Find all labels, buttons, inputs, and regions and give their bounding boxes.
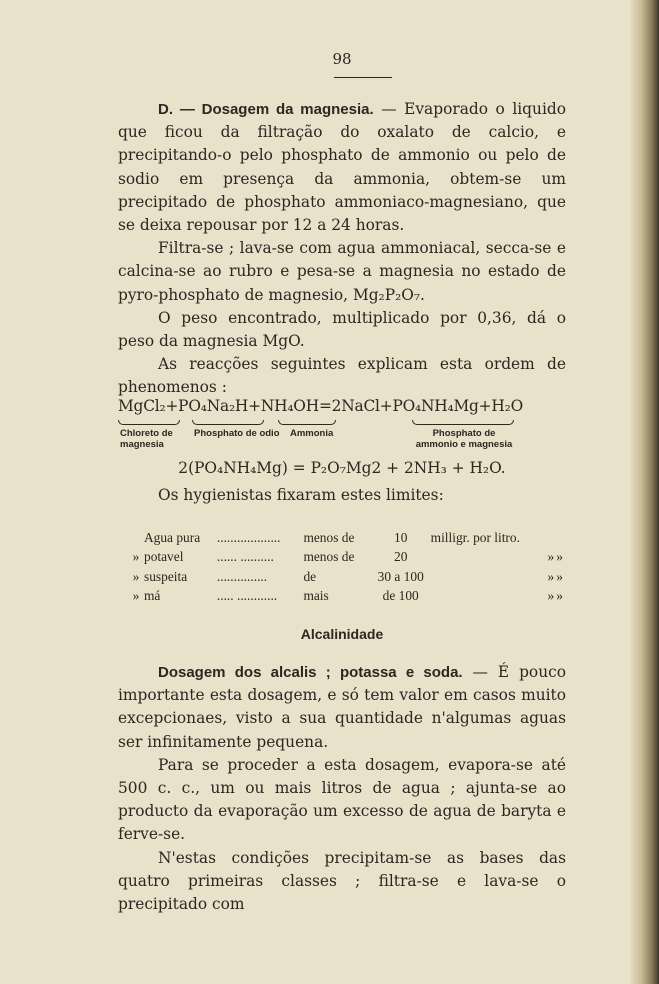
section-magnesia <box>118 98 566 400</box>
section-heading: Alcalinidade <box>300 626 384 642</box>
section2-lead-text: — É pouco importante esta dosagem, e só tem valor em casos muito excepcionaes, visto a sua quantidade n'algumas aguas ser infinitamente pequena. <box>118 663 566 751</box>
section-lead-text: — Evaporado o liquido que ficou da filtração do oxalato de calcio, e precipitando-o pelo phosphato de ammonio ou pelo de sodio em presença da ammonia, obtem-se um precipitado de phosphato ammoniaco-magnesiano, que se deixa repousar por 12 a 24 horas. <box>118 100 566 235</box>
section-alcalinidade <box>118 661 566 916</box>
limits-dots: ..... ............ <box>216 588 278 604</box>
limits-row <box>128 528 564 548</box>
page <box>118 0 566 984</box>
limits-ditto: » <box>132 549 140 565</box>
limits-ditto-unit: » <box>547 568 555 584</box>
limits-intro: Os hygienistas fixaram estes limites: <box>158 486 444 504</box>
limits-unit <box>431 567 547 587</box>
limits-ditto-per: » <box>556 549 563 565</box>
paragraph-7: N'estas condições precipitam-se as bases das quatro primeiras classes ; filtra-se e lava-se o precipitado com <box>118 848 566 914</box>
section-lead-label: D. — Dosagem da magnesia. <box>158 101 374 118</box>
brace-ammonia <box>278 420 336 425</box>
limits-ditto-unit <box>547 528 556 548</box>
limits-ditto-unit: » <box>547 549 555 565</box>
limits-dots: ................... <box>216 529 281 545</box>
reaction-equation-1: MgCl₂+PO₄Na₂H+NH₄OH=2NaCl+PO₄NH₄Mg+H₂O <box>118 397 523 415</box>
limits-value: 20 <box>394 549 408 565</box>
limits-value: 10 <box>394 529 408 545</box>
header-rule <box>334 77 392 78</box>
limits-ditto <box>128 528 144 548</box>
paragraph-6: Para se proceder a esta dosagem, evapora-se até 500 c. c., um ou mais litros de agua ; ajunta-se ao producto da evaporação um excesso de agua de baryta e ferve-se. <box>118 755 566 844</box>
limits-unit <box>431 587 547 607</box>
limits-comparator: mais <box>303 588 329 604</box>
paragraph-2: Filtra-se ; lava-se com agua ammoniacal, secca-se e calcina-se ao rubro e pesa-se a magnesia no estado de pyro-phosphato de magnesio, Mg₂P₂O₇. <box>118 239 566 304</box>
limits-row <box>128 548 564 568</box>
label-phosphato-sodio: Phosphato de odio <box>194 428 280 439</box>
limits-name: Agua pura <box>144 529 201 545</box>
label-chloreto: Chloreto de magnesia <box>120 428 173 450</box>
page-number: 98 <box>332 50 352 68</box>
paragraph-4: As reacções seguintes explicam esta ordem de phenomenos : <box>118 355 566 397</box>
paragraph-5 <box>118 661 566 754</box>
limits-value: 30 a 100 <box>377 568 424 584</box>
limits-ditto-per: » <box>556 588 563 604</box>
label-phosphato-ammonio: Phosphato de ammonio e magnesia <box>415 428 513 450</box>
brace-phosphato-ammonio <box>412 420 514 425</box>
limits-row <box>128 587 564 607</box>
limits-ditto: » <box>132 588 140 604</box>
limits-dots: ...... .......... <box>216 549 274 565</box>
paragraph-1 <box>118 98 566 237</box>
limits-ditto-per <box>555 528 564 548</box>
limits-name: potavel <box>144 549 184 565</box>
book-spine-shadow <box>629 0 659 984</box>
limits-row <box>128 567 564 587</box>
section2-lead-label: Dosagem dos alcalis ; potassa e soda. <box>158 664 463 681</box>
limits-value: de 100 <box>382 588 419 604</box>
label-ammonia: Ammonia <box>290 428 334 439</box>
limits-ditto-unit: » <box>547 588 555 604</box>
paragraph-3: O peso encontrado, multiplicado por 0,36, dá o peso da magnesia MgO. <box>118 308 566 351</box>
limits-comparator: menos de <box>303 529 355 545</box>
limits-comparator: de <box>303 568 317 584</box>
limits-comparator: menos de <box>303 549 355 565</box>
limits-table <box>128 528 564 606</box>
limits-name: má <box>144 588 161 604</box>
limits-dots: ............... <box>216 568 268 584</box>
brace-phosphato-sodio <box>192 420 264 425</box>
reaction-equation-2: 2(PO₄NH₄Mg) = P₂O₇Mg2 + 2NH₃ + H₂O. <box>178 459 506 477</box>
limits-name: suspeita <box>144 568 188 584</box>
brace-chloreto <box>118 420 180 425</box>
limits-unit: milligr. por litro. <box>430 529 520 545</box>
limits-unit <box>431 548 547 568</box>
limits-ditto-per: » <box>556 568 563 584</box>
limits-ditto: » <box>132 568 140 584</box>
